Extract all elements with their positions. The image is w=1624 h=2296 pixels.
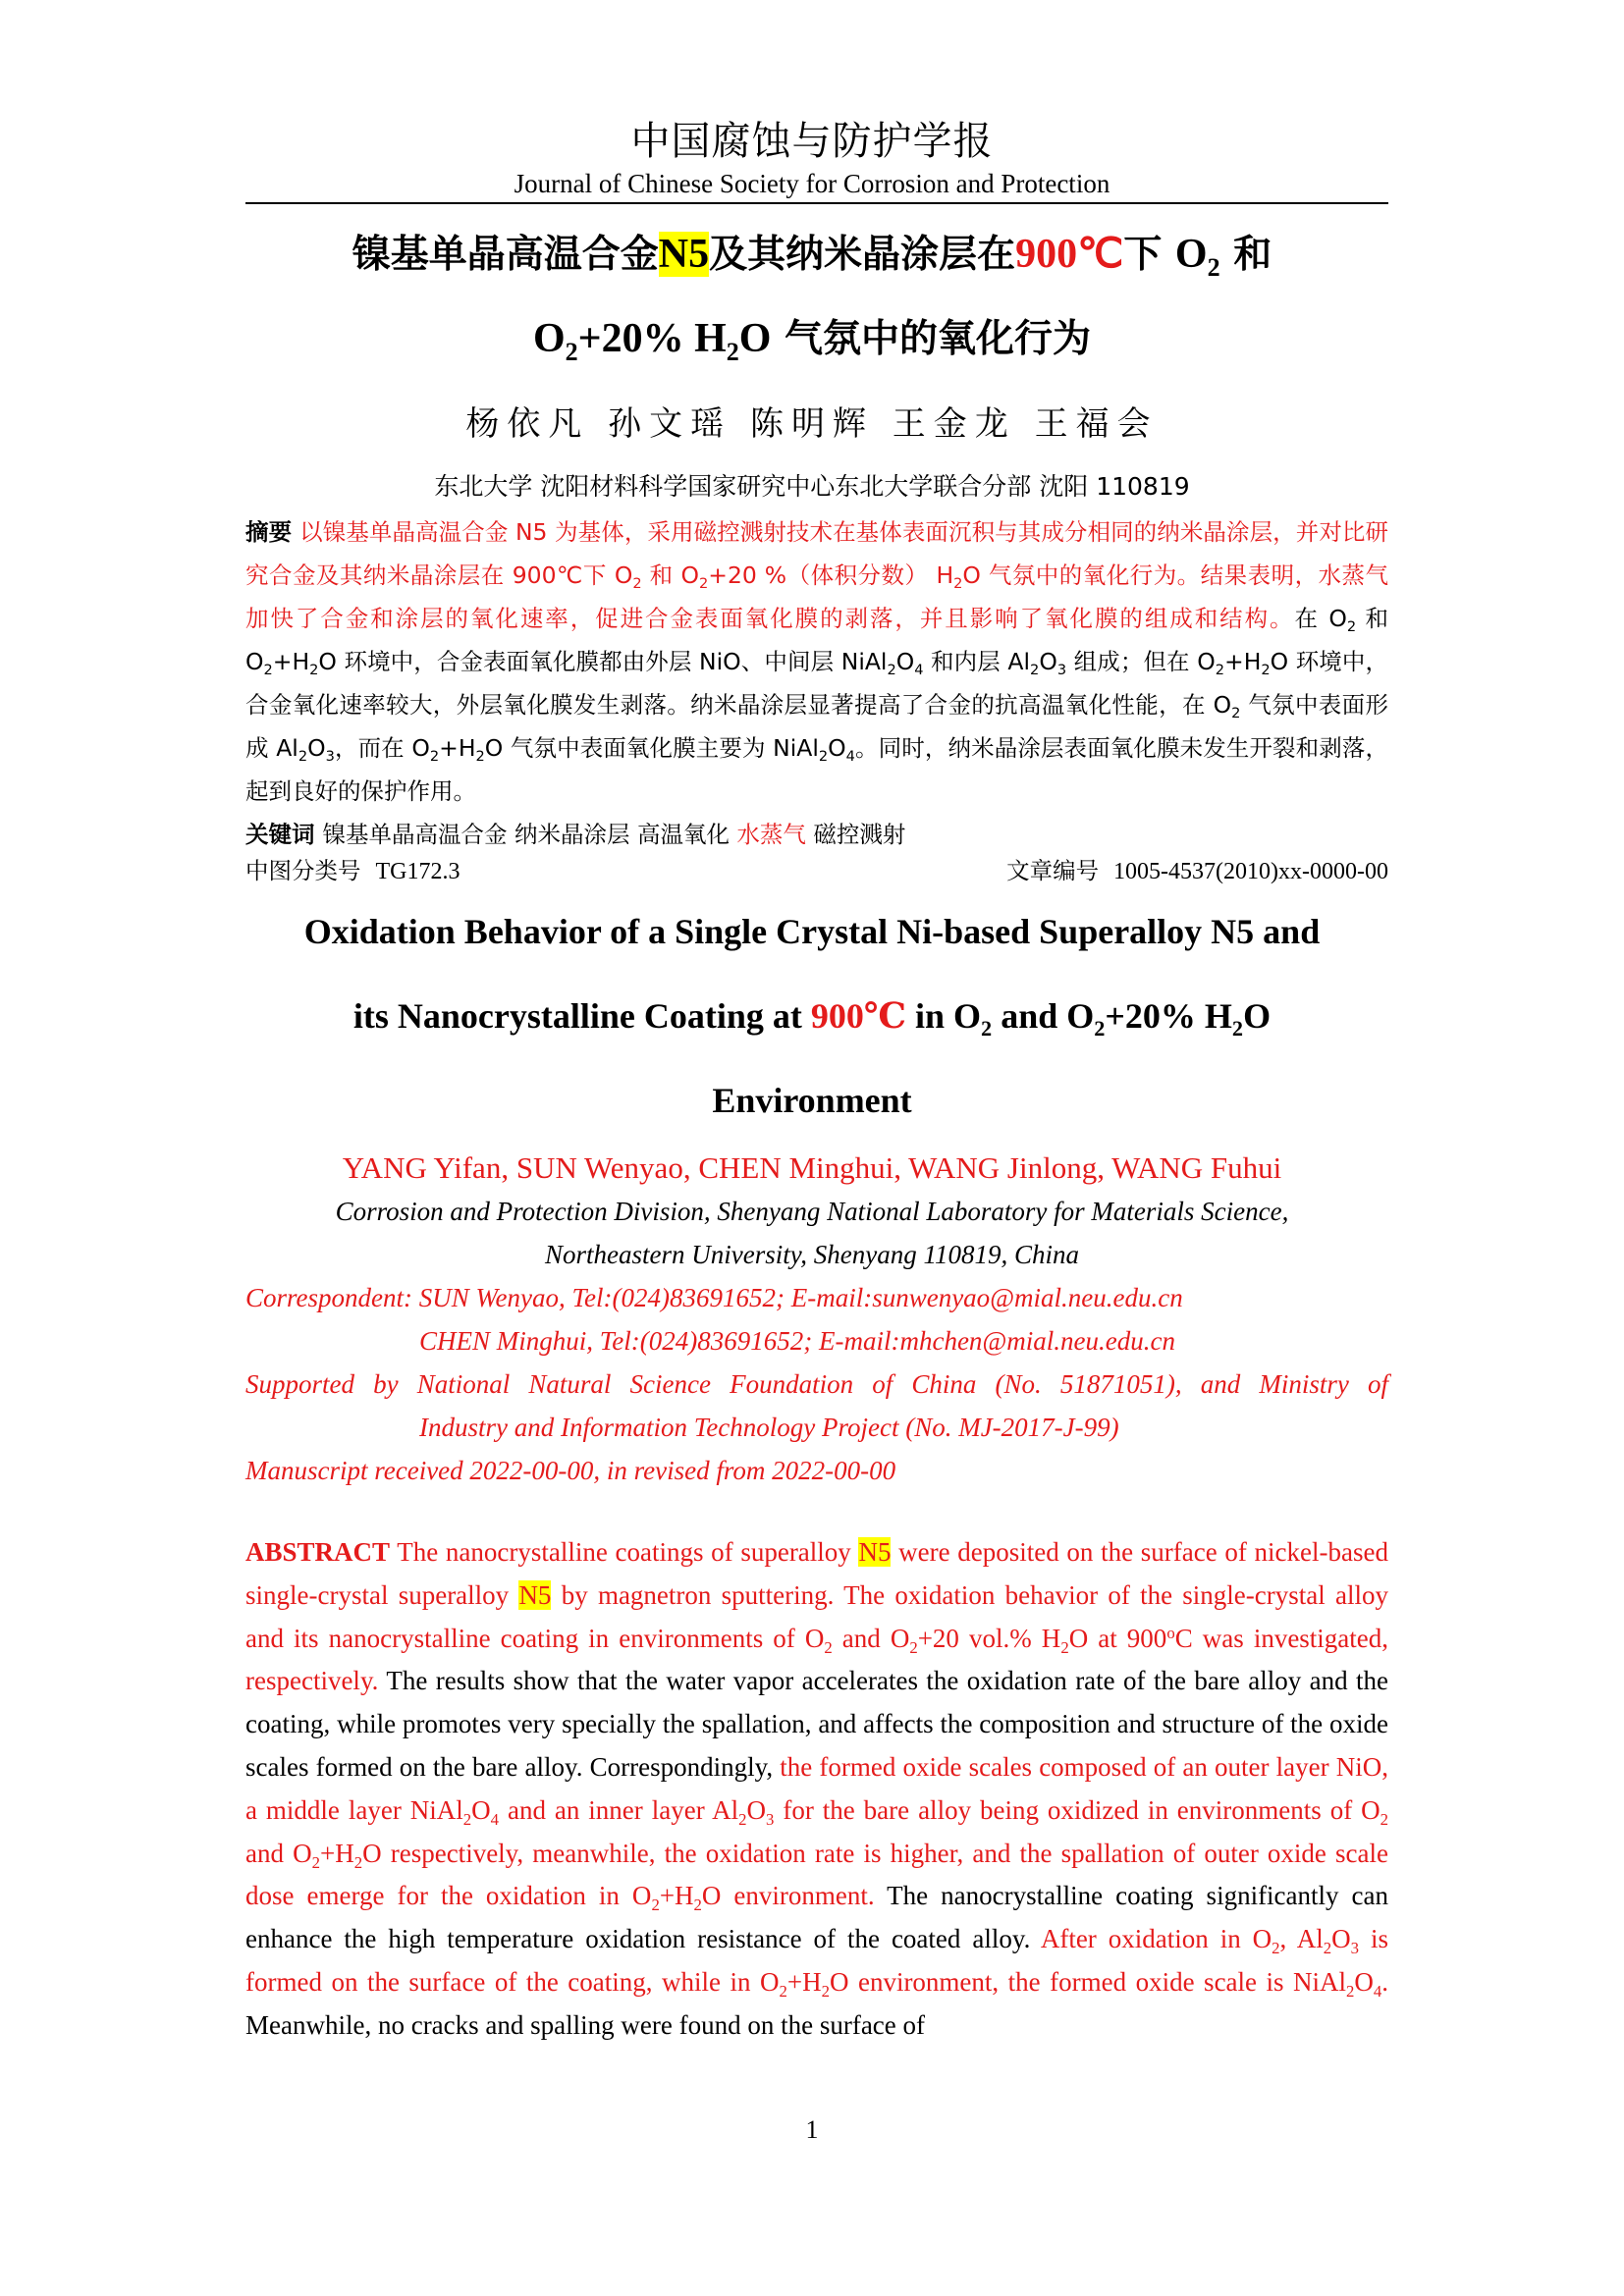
supported-line-1: Supported by National Natural Science Foundation of China (No. 51871051), and Ministry of xyxy=(245,1369,1388,1399)
supported-line-2: Industry and Information Technology Project (No. MJ-2017-J-99) xyxy=(419,1413,1119,1442)
title-n5-highlight: N5 xyxy=(658,232,710,277)
affiliation-en-line-2: Northeastern University, Shenyang 110819, China xyxy=(545,1240,1079,1269)
title-temp: 900℃ xyxy=(1015,232,1124,277)
header-rule xyxy=(245,202,1388,204)
correspondent-line-2: CHEN Minghui, Tel:(024)83691652; E-mail:mhchen@mial.neu.edu.cn xyxy=(419,1326,1175,1356)
authors-en: YANG Yifan, SUN Wenyao, CHEN Minghui, WANG Jinlong, WANG Fuhui xyxy=(342,1150,1282,1185)
abstract-cn-label: 摘要 xyxy=(245,518,293,546)
journal-title-en: Journal of Chinese Society for Corrosion and Protection xyxy=(514,169,1110,198)
article-number-value: 1005-4537(2010)xx-0000-00 xyxy=(1113,859,1388,884)
title-cn-line-1: 镍基单晶高温合金N5及其纳米晶涂层在900℃下 $O_2$ 和 xyxy=(352,232,1272,283)
authors-cn: 杨依凡 孙文瑶 陈明辉 王金龙 王福会 xyxy=(465,404,1159,444)
affiliation-cn: 东北大学 沈阳材料科学国家研究中心东北大学联合分部 沈阳 110819 xyxy=(434,472,1190,501)
keywords-cn: 镍基单晶高温合金 纳米晶涂层 高温氧化 水蒸气 磁控溅射 xyxy=(322,821,906,848)
correspondent-line-1: Correspondent: SUN Wenyao, Tel:(024)83691652; E-mail:sunwenyao@mial.neu.edu.cn xyxy=(245,1283,1183,1312)
article-number-label: 文章编号 xyxy=(1006,857,1100,884)
page-number: 1 xyxy=(805,2115,819,2144)
affiliation-en-line-1: Corrosion and Protection Division, Shenyang National Laboratory for Materials Science, xyxy=(335,1197,1289,1226)
abstract-en-label: ABSTRACT xyxy=(245,1537,391,1567)
title-en-line-3: Environment xyxy=(712,1081,912,1120)
title-en-line-2: its Nanocrystalline Coating at 900℃ in $O_2$ and $O_2+20\%$ $H_2O$ xyxy=(352,996,1272,1041)
abstract-cn: 摘要 以镍基单晶高温合金 N5 为基体，采用磁控溅射技术在基体表面沉积与其成分相同的纳米晶涂层，并对比研究合金及其纳米晶涂层在 900℃下 $O_2$ 和 $O_2+20$ %（体积分数） $H_2O$ 气氛中的氧化行为。结果表明，水蒸气加快了合金和涂层的氧化速率，促进合金表面氧化膜的剥落，并且影响了氧化膜的组成和结构。在 $O_2$ 和 $O_2+H_2O$ 环境中，合金表面氧化膜都由外层 NiO、中间层 $NiAl_2O_4$ 和内层 $Al_2O_3$ 组成；但在 $O_2+H_2O$ 环境中，合金氧化速率较大，外层氧化膜发生剥落。纳米晶涂层显著提高了合金的抗高温氧化性能，在 $O_2$ 气氛中表面形成 $Al_2O_3$，而在 $O_2+H_2O$ 气氛中表面氧化膜主要为 $NiAl_2O_4$。同时，纳米晶涂层表面氧化膜未发生开裂和剥落，起到良好的保护作用。 关键词 镍基单晶高温合金 纳米晶涂层 高温氧化 水蒸气 磁控溅射 xyxy=(245,518,1389,848)
classification-row xyxy=(245,852,1388,885)
clc-value: TG172.3 xyxy=(375,859,460,884)
title-en-line-1: Oxidation Behavior of a Single Crystal Ni-based Superalloy N5 and xyxy=(303,912,1321,951)
keywords-cn-label: 关键词 xyxy=(245,821,315,848)
journal-title-cn: 中国腐蚀与防护学报 xyxy=(630,119,994,164)
abstract-en: ABSTRACT The nanocrystalline coatings of superalloy N5 were deposited on the surface of nickel-based single-crystal superalloy N5 by magnetron sputtering. The oxidation behavior of the single-crystal alloy and its nanocrystalline coating in environments of $O_2$ and $O_2+20$ vol.% $H_2O$ at 900$^o$C was investigated, respectively. The results show that the water vapor accelerates the oxidation rate of the bare alloy and the coating, while promotes very specially the spallation, and affects the composition and structure of the oxide scales formed on the bare alloy. Correspondingly, the formed oxide scales composed of an outer layer NiO, a middle layer $NiAl_2O_4$ and an inner layer $Al_2O_3$ for the bare alloy being oxidized in environments of $O_2$ and $O_2+H_2O$ respectively, meanwhile, the oxidation rate is higher, and the spallation of outer oxide scale dose emerge for the oxidation in $O_2+H_2O$ environment. The nanocrystalline coating significantly can enhance the high temperature oxidation resistance of the coated alloy. After oxidation in $O_2$, $Al_2O_3$ is formed on the surface of the coating, while in $O_2+H_2O$ environment, the formed oxide scale is $NiAl_2O_4$. Meanwhile, no cracks and spalling were found on the surface of xyxy=(245,1537,1389,2040)
clc-label: 中图分类号 xyxy=(245,857,361,884)
title-cn-line-2: $O_2+20\%$ $H_2O$ 气氛中的氧化行为 xyxy=(532,316,1092,367)
manuscript-dates: Manuscript received 2022-00-00, in revised from 2022-00-00 xyxy=(245,1456,896,1485)
